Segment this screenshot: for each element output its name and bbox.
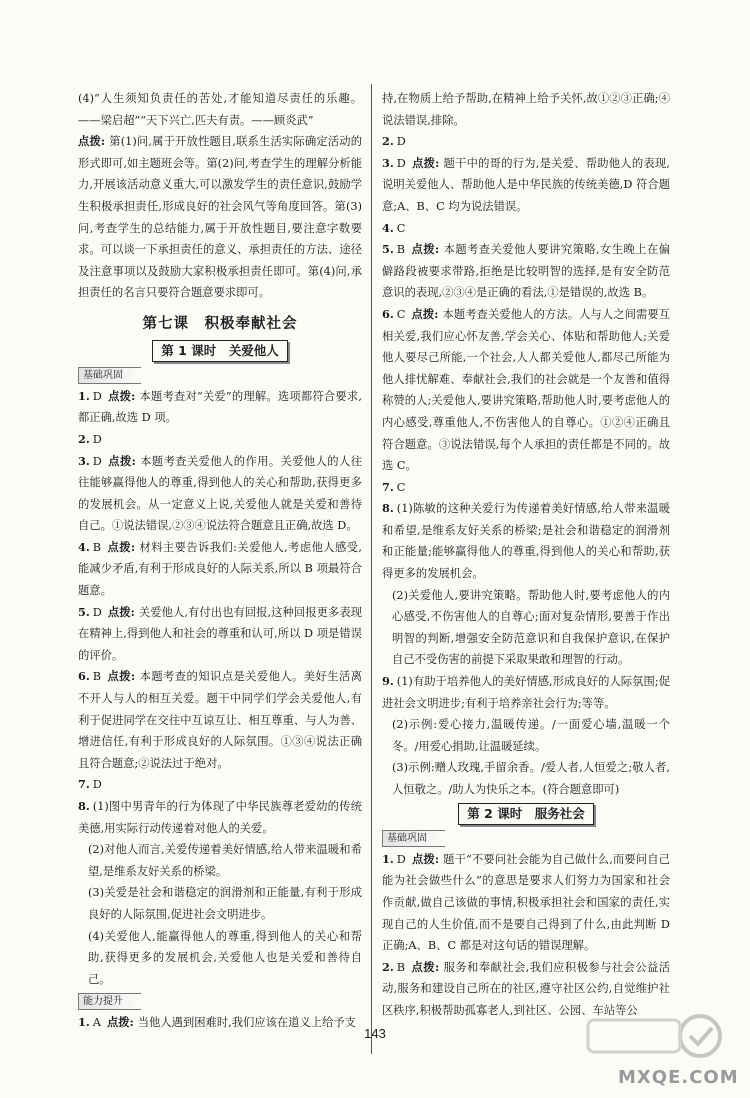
- answer-number: 1.: [78, 1014, 90, 1029]
- continued-text: 持,在物质上给予帮助,在精神上给予关怀,故①②③正确;④说法错误,排除。: [382, 92, 670, 127]
- answer-choice: B: [92, 670, 102, 684]
- lesson-title: 第七课 积极奉献社会: [142, 315, 298, 332]
- tip-label: 点拨:: [411, 851, 440, 866]
- answer-number: 6.: [382, 306, 394, 321]
- answer-number: 4.: [78, 539, 90, 554]
- right-answer-list-2: [382, 849, 670, 1022]
- answer-text: 本题考查关爱他人的作用。关爱他人的人往往能够赢得他人的尊重,得到他人的关心和帮助,获得更多的发展机会。从一定意义上说,关爱他人就是关爱和善待自己。①说法错误,②③④说法符合题意且正确,故选 D。: [78, 454, 362, 533]
- tip-label: 点拨:: [411, 155, 440, 170]
- answer-text: (1)有助于培养他人的美好情感,形成良好的人际氛围;促进社会文明进步;有利于培养亲社会行为;等等。: [382, 675, 670, 710]
- answer-item-8: [78, 796, 362, 839]
- answer-choice: B: [396, 960, 406, 974]
- answer-number: 2.: [382, 134, 394, 149]
- period-title-wrap: [382, 803, 670, 826]
- answer-choice: D: [396, 135, 406, 149]
- answer-number: 8.: [382, 501, 394, 516]
- answer-subpart: (2)关爱他人,要讲究策略。帮助他人时,要考虑他人的内心感受,不伤害他人的自尊心;面对复杂情形,要善于作出明智的判断,增强安全防范意识和自我保护意识,在保护自己不受伤害的前提下采取果敢和理智的行动。: [392, 588, 670, 667]
- answer-item: [78, 666, 362, 774]
- answer-number: 1.: [382, 851, 394, 866]
- section-tag-basic: 基础巩固: [78, 367, 141, 384]
- answer-item: [382, 239, 670, 304]
- answer-choice: D: [92, 432, 102, 446]
- watermark-site: MXQE.COM: [618, 1067, 739, 1088]
- answer-number: 2.: [78, 431, 90, 446]
- answer-text: 题干“不要问社会能为自己做什么,而要问自己能为社会做些什么”的意思是要求人们努力为国家和社会作贡献,做自己该做的事情,积极承担社会和国家的责任,实现自己的人生价值,而不是要自己得到了什么,由此判断 D 正确;A、B、C 都是对这句话的错误理解。: [382, 852, 670, 953]
- answer-text: 本题考查关爱他人的方法。人与人之间需要互相关爱,我们应心怀友善,学会关心、体贴和帮助他人;关爱他人要尽己所能,一个社会,人人都关爱他人,都尽己所能为他人排忧解难、奉献社会,我们的社会就是一个友善和值得称赞的人;关爱他人,要讲究策略,帮助他人时,要考虑他人的内心感受,尊重他人,不伤害他人的自尊心。①②④正确且符合题意。③说法错误,每个人承担的责任都是不同的。故选 C。: [382, 307, 670, 473]
- answer-choice: D: [396, 156, 406, 170]
- answer-number: 3.: [78, 453, 90, 468]
- answer-item: [382, 477, 670, 499]
- answer-choice: C: [396, 221, 406, 235]
- answer-subpart: (2)示例:爱心接力,温暖传递。/一面爱心墙,温暖一个冬。/用爱心捐助,让温暖延续。: [392, 718, 670, 753]
- tip-text: 第(1)问,属于开放性题目,联系生活实际确定活动的形式即可,如主题班会等。第(2)问,考查学生的理解分析能力,开展该活动意义重大,可以激发学生的责任意识,鼓励学生积极承担责任,形成良好的社会风气等角度回答。第(3)问,考查学生的总结能力,属于开放性题目,要注意字数要求。可以谈一下承担责任的意义、承担责任的方法、途径及注意事项以及鼓励大家积极承担责任即可。第(4)问,承担责任的名言只要符合题意要求即可。: [78, 135, 362, 300]
- left-column: [78, 88, 362, 1034]
- answer-item: [78, 386, 362, 429]
- answer-item-9: [382, 671, 670, 714]
- answer-text: 本题考查的知识点是关爱他人。美好生活离不开人与人的相互关爱。题干中同学们学会关爱他人,有利于促进同学在交往中互谅互让、相互尊重、与人为善、增进信任,有利于形成良好的人际氛围。①③④说法正确且符合题意;②说法过于绝对。: [78, 670, 362, 770]
- column-divider: [371, 84, 372, 1054]
- answer-text: 服务和奉献社会,我们应积极参与社会公益活动,服务和建设自己所在的社区,遵守社区公约,自觉维护社区秩序,积极帮助孤寡老人,到社区、公园、车站等公: [382, 960, 671, 1017]
- section-tag-improve: 能力提升: [78, 993, 141, 1010]
- answer-item: [78, 774, 362, 796]
- answer-choice: D: [92, 454, 102, 468]
- answer-subpart: (2)对他人而言,关爱传递着美好情感,给人带来温暖和希望,是维系友好关系的桥梁。: [88, 843, 362, 878]
- answer-choice: D: [92, 778, 102, 792]
- answer-text: 关爱他人,有付出也有回报,这种回报更多表现在精神上,得到他人和社会的尊重和认可,所以 D 项是错误的评价。: [78, 605, 363, 662]
- answer-item-8: [382, 498, 670, 584]
- tip-label: 点拨:: [411, 306, 439, 321]
- answer-choice: D: [92, 389, 102, 403]
- tip-label: 点拨:: [107, 604, 135, 619]
- answer-number: 8.: [78, 799, 90, 813]
- answer-8-subparts: [78, 839, 362, 990]
- right-column: [382, 88, 670, 1022]
- answer-8-subparts: [382, 585, 670, 671]
- answer-subpart: (3)示例:赠人玫瑰,手留余香。/爱人者,人恒爱之;敬人者,人恒敬之。/助人为快乐之本。(符合题意即可): [392, 761, 670, 796]
- answer-number: 5.: [78, 604, 90, 619]
- answer-number: 2.: [382, 959, 394, 974]
- answer-text: 当他人遇到困难时,我们应该在道义上给予支: [137, 1015, 356, 1029]
- answer-text: 题干中的哥的行为,是关爱、帮助他人的表现,说明关爱他人、帮助他人是中华民族的传统美德,D 符合题意;A、B、C 均为说法错误。: [382, 156, 671, 213]
- answer-subpart: (4)关爱他人,能赢得他人的尊重,得到他人的关心和帮助,获得更多的发展机会,关爱他人也是关爱和善待自己。: [88, 929, 362, 986]
- tip-label: 点拨:: [78, 134, 106, 149]
- answer-choice: D: [92, 605, 102, 619]
- period-1-title: 第 1 课时 关爱他人: [152, 340, 287, 362]
- tip-label: 点拨:: [411, 242, 440, 257]
- answer-number: 6.: [78, 669, 90, 684]
- answer-item: [78, 451, 362, 537]
- section-tag-basic: 基础巩固: [382, 830, 445, 847]
- question-tip: [78, 131, 362, 304]
- answer-text: (1)图中男青年的行为体现了中华民族尊老爱幼的传统美德,用实际行动传递着对他人的关爱。: [78, 800, 362, 835]
- answer-text: (1)陈敏的这种关爱行为传递着美好情感,给人带来温暖和希望,是维系友好关系的桥梁;是社会和谐稳定的润滑剂和正能量;能够赢得他人的尊重,得到他人的关心和帮助,获得更多的发展机会。: [382, 502, 670, 581]
- answer-number: 5.: [382, 242, 394, 257]
- tip-label: 点拨:: [107, 539, 136, 554]
- answer-number: 3.: [382, 155, 394, 170]
- answer-item: [382, 304, 670, 477]
- answer-choice: D: [396, 852, 406, 866]
- period-title-wrap: [78, 340, 362, 363]
- answer-number: 7.: [78, 777, 90, 792]
- answer-item: [382, 218, 670, 240]
- answer-text: 本题考查对“关爱”的理解。选项都符合要求,都正确,故选 D 项。: [78, 389, 362, 425]
- question-4-quotes: (4)“人生须知负责任的苦处,才能知道尽责任的乐趣。——梁启超”“天下兴亡,匹夫有责。——顾炎武”: [78, 92, 362, 127]
- answer-item: [78, 602, 362, 667]
- answer-choice: A: [92, 1015, 101, 1029]
- answer-item: [78, 429, 362, 451]
- answer-text: 材料主要告诉我们:关爱他人,考虑他人感受,能减少矛盾,有利于形成良好的人际关系,所以 B 项最符合题意。: [78, 540, 363, 598]
- answer-item: [382, 131, 670, 153]
- answer-item: [78, 537, 362, 602]
- answer-item: [382, 849, 670, 957]
- answer-item: [382, 153, 670, 218]
- answer-number: 7.: [382, 479, 394, 494]
- tip-label: 点拨:: [107, 388, 136, 403]
- answer-choice: C: [396, 480, 406, 494]
- period-2-title: 第 2 课时 服务社会: [458, 803, 593, 825]
- tip-label: 点拨:: [411, 959, 440, 974]
- tip-label: 点拨:: [106, 1014, 134, 1029]
- answer-choice: C: [396, 307, 406, 321]
- answer-number: 4.: [382, 220, 394, 235]
- answer-number: 9.: [382, 674, 394, 689]
- tip-label: 点拨:: [107, 453, 136, 468]
- answer-text: 本题考查关爱他人要讲究策略,女生晚上在偏僻路段被要求带路,拒绝是比较明智的选择,是有安全防范意识的表现,②③④是正确的看法,①是错误的,故选 B。: [382, 243, 671, 300]
- tip-label: 点拨:: [107, 669, 136, 684]
- page-number: 143: [364, 1026, 386, 1041]
- answer-choice: B: [396, 243, 406, 257]
- answer-number: 1.: [78, 388, 90, 403]
- answer-subpart: (3)关爱是社会和谐稳定的润滑剂和正能量,有利于形成良好的人际氛围,促进社会文明进步。: [88, 886, 362, 921]
- answer-choice: B: [92, 540, 102, 554]
- right-answer-list: [382, 131, 670, 498]
- answer-9-subparts: [382, 714, 670, 800]
- left-answer-list: [78, 386, 362, 796]
